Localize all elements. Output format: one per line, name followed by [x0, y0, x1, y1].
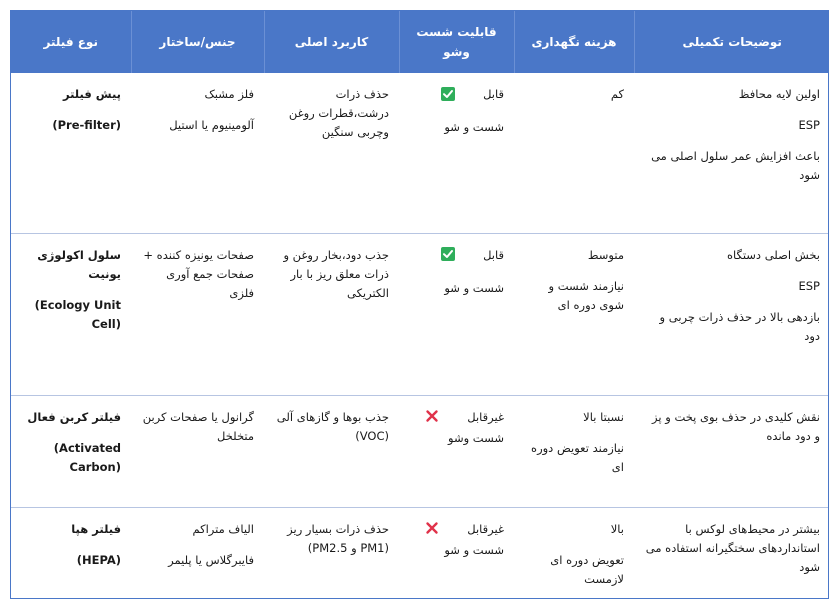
cell-material — [131, 507, 264, 597]
cost-line: متوسط — [587, 247, 624, 262]
wash-word: شست و شو — [444, 280, 504, 295]
filter-name-en: (Pre-filter) — [52, 118, 121, 132]
wash-word: شست و شو — [444, 542, 504, 557]
material-line: صفحات یونیزه کننده + صفحات جمع آوری فلزی — [143, 247, 254, 300]
filter-name-en: (HEPA) — [76, 552, 121, 567]
header-cost: هزینه نگهداری — [514, 11, 634, 73]
desc-line: بخش اصلی دستگاه — [726, 247, 820, 262]
cell-material — [131, 395, 264, 507]
cost-line: نسبتا بالا — [583, 409, 624, 424]
cell-usage — [264, 73, 399, 233]
cell-desc — [634, 233, 829, 395]
cell-usage — [264, 233, 399, 395]
cell-washable — [399, 73, 514, 233]
material-line: فلز مشبک — [204, 87, 254, 101]
usage-text: جذب دود،بخار روغن و ذرات معلق ریز با بار الکتریکی — [283, 247, 389, 300]
cell-washable — [399, 395, 514, 507]
cell-desc — [634, 395, 829, 507]
wash-status-label: قابل — [483, 87, 504, 101]
cost-line: بالا — [610, 521, 624, 536]
wash-word: شست و شو — [444, 120, 504, 134]
material-line: فایبرگلاس یا پلیمر — [168, 552, 254, 567]
filter-name-en: (Ecology Unit Cell) — [34, 297, 121, 331]
cell-cost — [514, 507, 634, 597]
material-line: گرانول یا صفحات کربن متخلخل — [142, 409, 254, 443]
header-type: نوع فیلتر — [11, 11, 131, 73]
desc-line: اولین لایه محافظ — [738, 87, 820, 101]
header-washable: قابلیت شست وشو — [399, 11, 514, 73]
filter-name-fa: پیش فیلتر — [62, 87, 121, 101]
desc-tag: ESP — [798, 278, 820, 293]
filter-comparison-table — [11, 11, 829, 597]
cell-desc — [634, 507, 829, 597]
cell-cost — [514, 233, 634, 395]
wash-status-label: غیرقابل — [467, 409, 504, 424]
header-material: جنس/ساختار — [131, 11, 264, 73]
cell-filter-type — [11, 395, 131, 507]
wash-status-label: قابل — [483, 247, 504, 262]
wash-status-line — [409, 85, 504, 104]
filter-name-fa: فیلتر هپا — [71, 521, 121, 536]
cell-material — [131, 233, 264, 395]
cell-filter-type — [11, 507, 131, 597]
header-desc: توضیحات تکمیلی — [634, 11, 829, 73]
filter-name-en: (Activated Carbon) — [53, 440, 121, 474]
table-row — [11, 507, 829, 597]
check-icon — [441, 87, 455, 101]
cell-desc — [634, 73, 829, 233]
table-body — [11, 73, 829, 597]
material-line: الیاف متراکم — [192, 521, 254, 536]
cell-usage — [264, 395, 399, 507]
usage-text: حذف ذرات بسیار ریز (PM1 و PM2.5) — [287, 521, 389, 555]
cross-icon — [425, 521, 439, 535]
wash-status-label: غیرقابل — [467, 521, 504, 536]
wash-status-line — [409, 408, 504, 427]
header-usage: کاربرد اصلی — [264, 11, 399, 73]
cell-cost — [514, 73, 634, 233]
desc-tag: ESP — [798, 118, 820, 132]
filter-name-fa: فیلتر کربن فعال — [27, 409, 121, 424]
desc-line: بازدهی بالا در حذف ذرات چربی و دود — [659, 309, 820, 343]
wash-status-line — [409, 246, 504, 265]
cell-washable — [399, 507, 514, 597]
desc-line: نقش کلیدی در حذف بوی پخت و پز و دود مانده — [652, 409, 820, 443]
cell-filter-type — [11, 73, 131, 233]
cost-line: تعویض دوره ای لازمست — [550, 552, 624, 586]
table-row — [11, 395, 829, 507]
table-row — [11, 73, 829, 233]
filter-name-fa: سلول اکولوژی یونیت — [37, 247, 121, 281]
desc-line: باعث افزایش عمر سلول اصلی می شود — [651, 149, 820, 182]
material-line: آلومینیوم یا استیل — [169, 118, 254, 132]
cost-line: کم — [610, 87, 624, 101]
cell-filter-type — [11, 233, 131, 395]
cell-usage — [264, 507, 399, 597]
cost-line: نیازمند شست و شوی دوره ای — [548, 278, 624, 312]
cell-material — [131, 73, 264, 233]
cost-line: نیازمند تعویض دوره ای — [531, 440, 624, 474]
wash-word: شست وشو — [448, 430, 504, 445]
usage-text: جذب بوها و گازهای آلی (VOC) — [276, 409, 389, 443]
cell-washable — [399, 233, 514, 395]
usage-text: حذف ذرات درشت،قطرات روغن وچربی سنگین — [288, 87, 389, 139]
desc-line: بیشتر در محیط‌های لوکس با استانداردهای سختگیرانه استفاده می شود — [645, 521, 820, 574]
check-icon — [441, 247, 455, 261]
table-row — [11, 233, 829, 395]
header-row — [11, 11, 829, 73]
cell-cost — [514, 395, 634, 507]
table-header — [11, 11, 829, 73]
cross-icon — [425, 409, 439, 423]
wash-status-line — [409, 520, 504, 539]
filter-comparison-table-container — [10, 10, 829, 599]
